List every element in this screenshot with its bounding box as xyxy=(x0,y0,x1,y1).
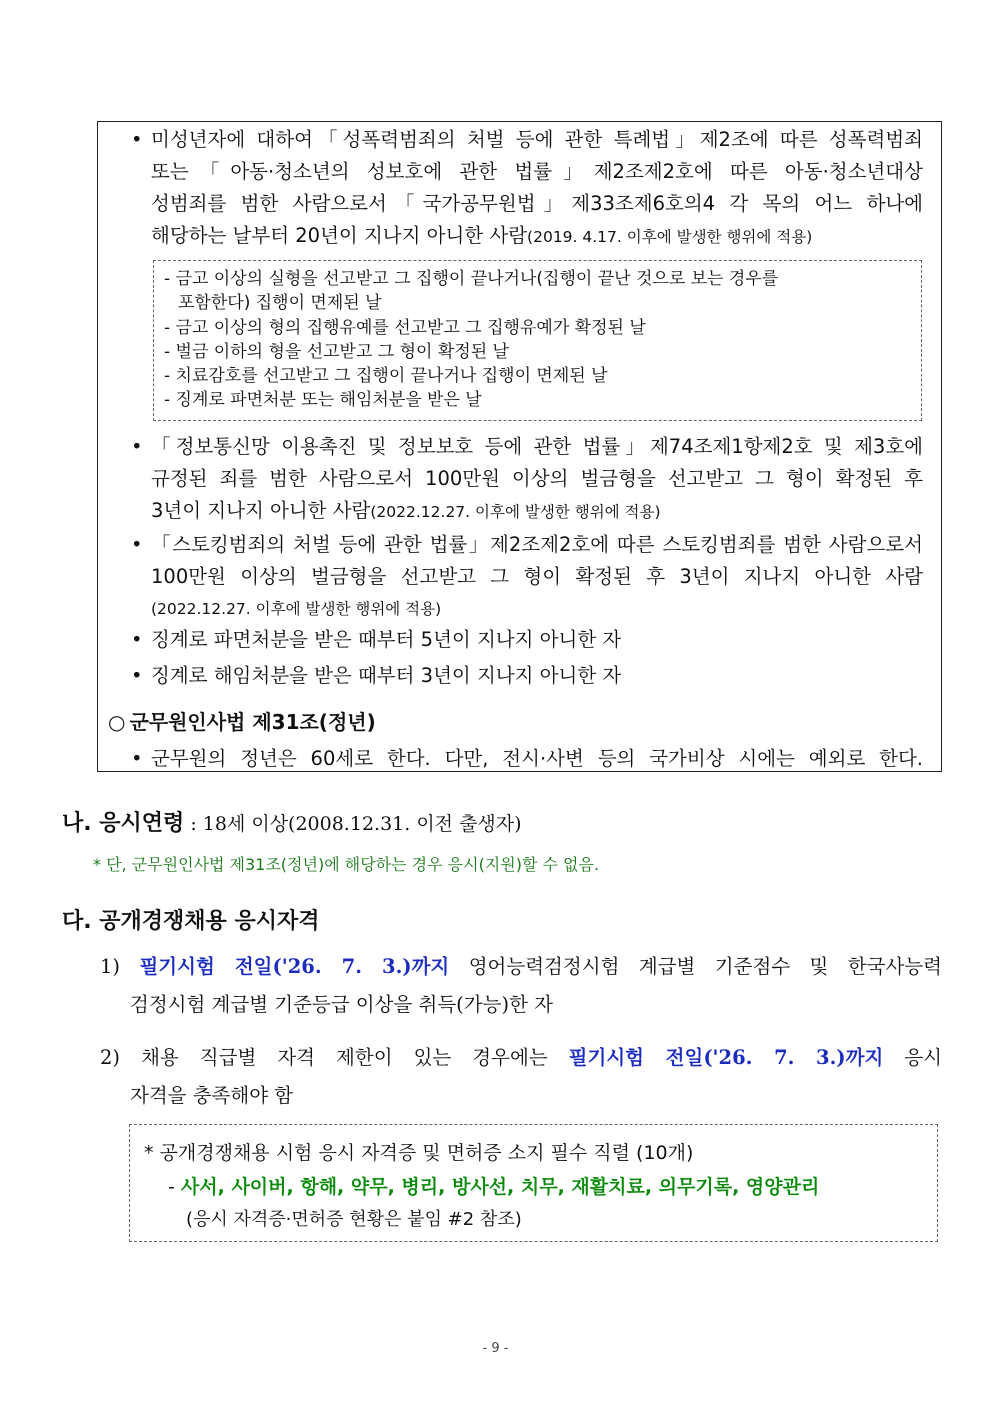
qualification-item-1: 1) 필기시험 전일('26. 7. 3.)까지 영어능력검정시험 계급별 기준점수 및 한국사능력 검정시험 계급별 기준등급 이상을 취득(가능)한 자 xyxy=(100,955,943,1016)
bullet-icon: • xyxy=(131,747,143,770)
age-note: * 단, 군무원인사법 제31조(정년)에 해당하는 경우 응시(지원)할 수 없음. xyxy=(93,855,600,874)
license-reference-note: (응시 자격증·면허증 현황은 붙임 #2 참조) xyxy=(186,1209,522,1230)
qualification-item-2: 2) 채용 직급별 자격 제한이 있는 경우에는 필기시험 전일('26. 7. 3.)까지 응시 자격을 충족해야 함 xyxy=(100,1046,943,1107)
age-section-heading: 나. 응시연령 : 18세 이상(2008.12.31. 이전 출생자) xyxy=(62,811,522,836)
exclusion-date-list xyxy=(153,260,922,421)
license-series-list: - 사서, 사이버, 항해, 약무, 병리, 방사선, 치무, 재활치료, 의무기록, 영양관리 xyxy=(168,1176,820,1198)
bullet-icon: • xyxy=(131,533,143,556)
disqualification-box: • 미성년자에 대하여「성폭력범죄의 처벌 등에 관한 특례법」제2조에 따른 성폭력범죄 또는「아동·청소년의 성보호에 관한 법률」제2조제2호에 따른 아동·청소년대상 성범죄를 범한 사람으로서「국가공무원법」제33조제6호의4 각 목의 어느 하나에 해당하는 날부터 20년이 지나지 아니한 사람(2019. 4.17. 이후에 발생한 행위에 적용) - 금고 이상의 실형을 선고받고 그 집행이 끝나거나(집행이 끝난 것으로 보는 경우를 포함한다) 집행이 면제된 날 - 금고 이상의 형의 집행유예를 선고받고 그 집행유예가 확정된 날 - 벌금 이하의 형을 선고받고 그 형이 확정된 날 - 치료감호를 선고받고 그 집행이 끝나거나 집행이 면제된 날 - 징계로 파면처분 또는 해임처분을 받은 날 • 「정보통신망 이용촉진 및 정보보호 등에 관한 법률」제74조제1항제2호 및 제3호에 규정된 죄를 범한 사람으로서 100만원 이상의 벌금형을 선고받고 그 형이 확정된 후 3년이 지나지 아니한 사람(2022.12.27. 이후에 발생한 행위에 적용) • 「스토킹범죄의 처벌 등에 관한 법률」제2조제2호에 따른 스토킹범죄를 범한 사람으로서 100만원 이상의 벌금형을 선고받고 그 형이 확정된 후 3년이 지나지 아니한 사람 (2022.12.27. 이후에 발생한 행위에 적용) • 징계로 파면처분을 받은 때부터 5년이 지나지 아니한 자 • 징계로 해임처분을 받은 때부터 3년이 지나지 아니한 자 ○ 군무원인사법 제31조(정년) • 군무원의 정년은 60세로 한다. 다만, 전시·사변 등의 국가비상 시에는 예외로 한다. xyxy=(97,121,942,772)
bullet-icon: • xyxy=(131,664,143,687)
license-box-title: * 공개경쟁채용 시험 응시 자격증 및 면허증 소지 필수 직렬 (10개) xyxy=(144,1142,694,1164)
license-required-box xyxy=(129,1124,938,1242)
list-item: - 징계로 파면처분 또는 해임처분을 받은 날 xyxy=(164,390,482,411)
bullet-icon: • xyxy=(131,435,143,458)
list-item: - 치료감호를 선고받고 그 집행이 끝나거나 집행이 면제된 날 xyxy=(164,366,608,387)
circle-icon: ○ xyxy=(108,710,126,734)
qualification-section-heading: 다. 공개경쟁채용 응시자격 xyxy=(62,909,320,934)
retirement-age-heading: ○ 군무원인사법 제31조(정년) xyxy=(108,710,376,734)
list-item: - 벌금 이하의 형을 선고받고 그 형이 확정된 날 xyxy=(164,341,509,362)
page-number: - 9 - xyxy=(482,1341,509,1356)
list-item: - 금고 이상의 형의 집행유예를 선고받고 그 집행유예가 확정된 날 xyxy=(164,317,646,338)
list-item: - 금고 이상의 실형을 선고받고 그 집행이 끝나거나(집행이 끝난 것으로 보는 경우를 xyxy=(164,269,779,289)
list-item: 포함한다) 집행이 면제된 날 xyxy=(178,293,382,314)
bullet-icon: • xyxy=(131,628,143,651)
bullet-icon: • xyxy=(131,128,143,151)
